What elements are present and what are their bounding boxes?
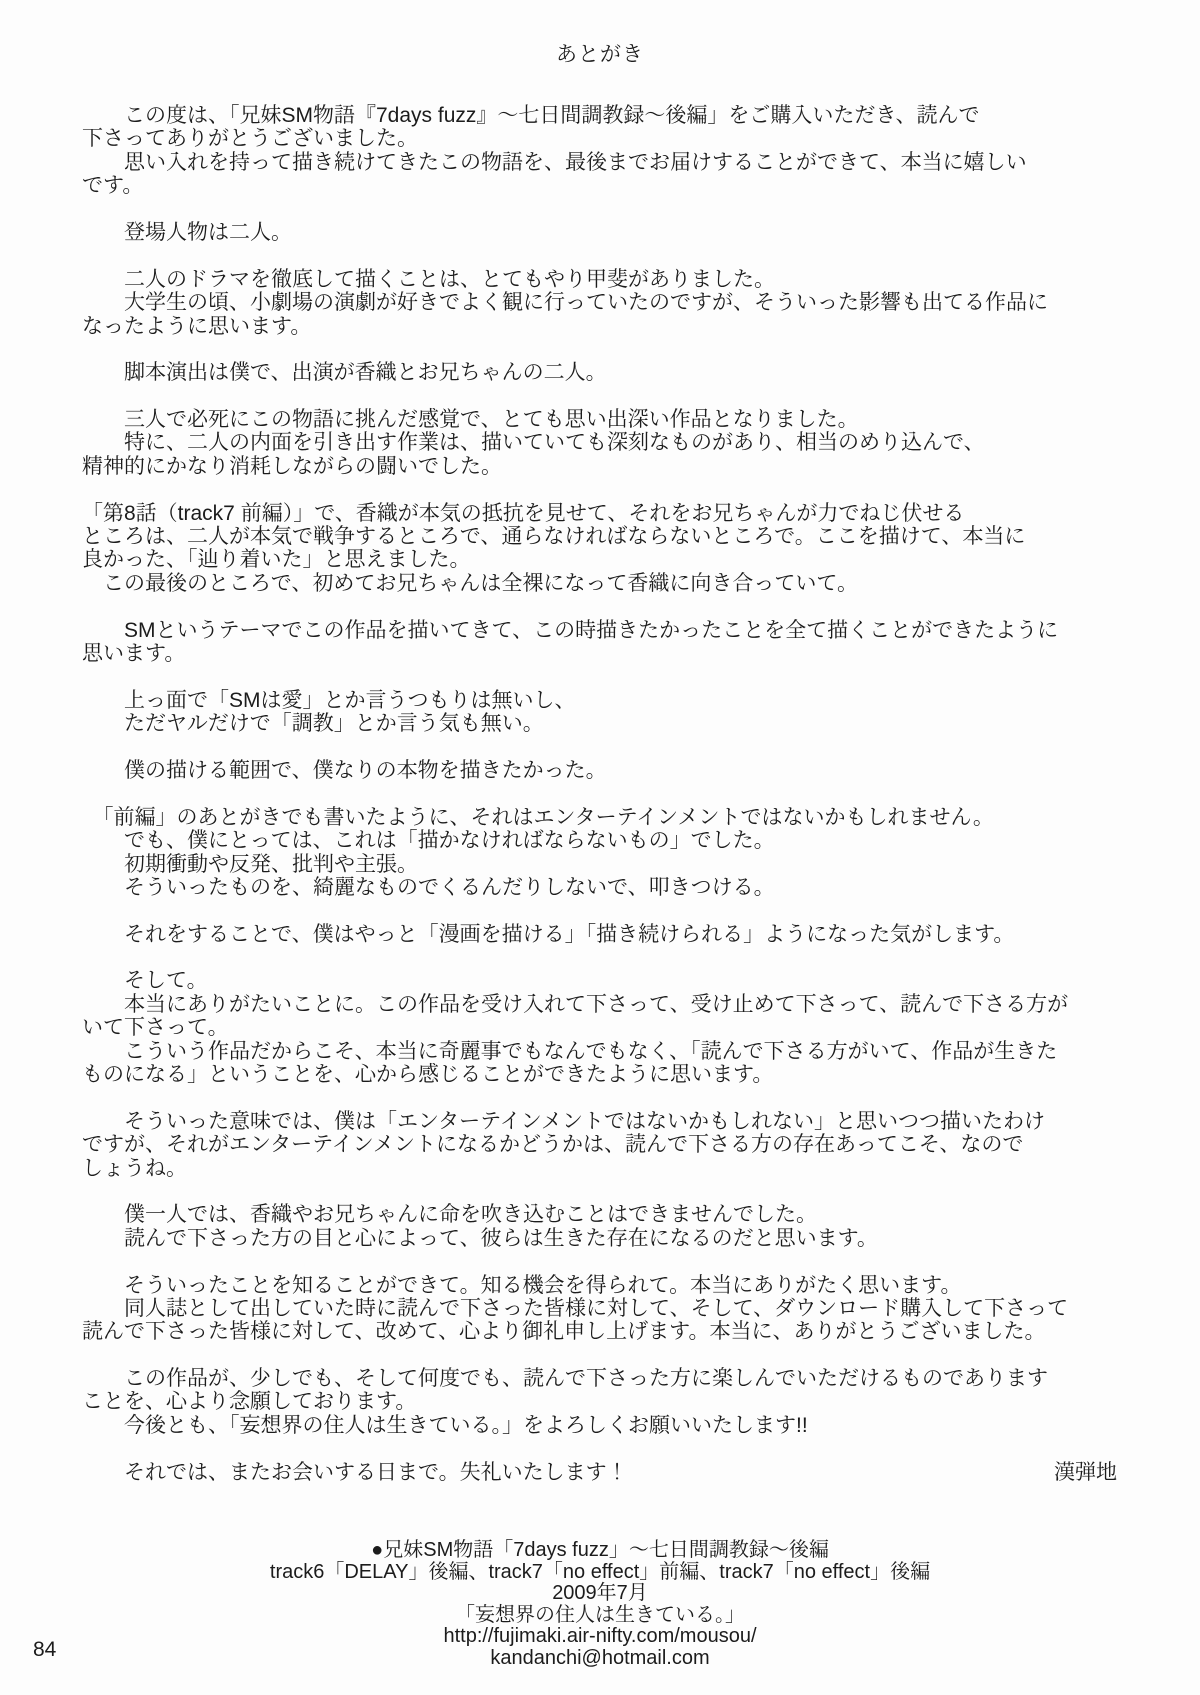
- text-line: 読んで下さった方の目と心によって、彼らは生きた存在になるのだと思います。: [82, 1226, 878, 1250]
- text-line: それをすることで、僕はやっと「漫画を描ける」「描き続けられる」ようになった気がします。: [82, 922, 1015, 946]
- text-line: ですが、それがエンターテインメントになるかどうかは、読んで下さる方の存在あってこそ、なので: [82, 1133, 1024, 1157]
- text-line: [82, 338, 1145, 361]
- text-line: 本当にありがたいことに。この作品を受け入れて下さって、受け止めて下さって、読んで下さる方が: [82, 992, 1069, 1016]
- text-line: [82, 1086, 1145, 1109]
- text-line: いて下さって。: [82, 1016, 229, 1040]
- text-line: [82, 782, 1145, 805]
- text-line: です。: [82, 174, 144, 198]
- text-line: kandanchi@hotmail.com: [490, 1646, 710, 1669]
- text-line: [82, 946, 1145, 969]
- text-line: [82, 736, 1145, 759]
- text-line: この最後のところで、初めてお兄ちゃんは全裸になって香織に向き合っていて。: [82, 571, 858, 595]
- text-line: 三人で必死にこの物語に挑んだ感覚で、とても思い出深い作品となりました。: [82, 408, 859, 432]
- text-line: 上っ面で「SMは愛」とか言うつもりは無いし、: [82, 688, 576, 712]
- text-line: [82, 1437, 1145, 1460]
- text-line: 初期衝動や反発、批判や主張。: [82, 852, 418, 876]
- author-signature: 漢弾地: [1054, 1460, 1117, 1484]
- text-line: 登場人物は二人。: [82, 220, 292, 244]
- text-line: そういったものを、綺麗なものでくるんだりしないで、叩きつける。: [82, 875, 775, 899]
- text-line: ●兄妹SM物語「7days fuzz」～七日間調教録～後編: [371, 1539, 829, 1561]
- text-line: 特に、二人の内面を引き出す作業は、描いていても深刻なものがあり、相当のめり込んで、: [82, 431, 985, 455]
- text-line: ただヤルだけで「調教」とか言う気も無い。: [82, 712, 544, 736]
- text-line: track6「DELAY」後編、track7「no effect」前編、track7「no effect」後編: [269, 1560, 931, 1583]
- text-line: [82, 198, 1145, 221]
- text-line: 思い入れを持って描き続けてきたこの物語を、最後までお届けすることができて、本当に嬉しい: [82, 150, 1027, 174]
- text-line: [82, 899, 1145, 922]
- text-line: 「第8話（track7 前編）」で、香織が本気の抵抗を見せて、それをお兄ちゃんが力でねじ伏せる: [82, 501, 965, 525]
- text-line: そういったことを知ることができて。知る機会を得られて。本当にありがたく思います。: [82, 1273, 962, 1297]
- text-line: 精神的にかなり消耗しながらの闘いでした。: [82, 454, 502, 478]
- text-line: 脚本演出は僕で、出演が香織とお兄ちゃんの二人。: [82, 361, 607, 385]
- text-line: 二人のドラマを徹底して描くことは、とてもやり甲斐がありました。: [82, 267, 775, 291]
- text-line: そして。: [82, 969, 208, 993]
- text-line: こういう作品だからこそ、本当に奇麗事でもなんでもなく、「読んで下さる方がいて、作品が生きた: [82, 1039, 1058, 1063]
- text-line: でも、僕にとっては、これは「描かなければならないもの」でした。: [82, 829, 775, 853]
- text-line: なったように思います。: [82, 314, 312, 338]
- text-line: この度は、「兄妹SM物語『7days fuzz』～七日間調教録～後編」をご購入いただき、読んで: [82, 104, 980, 127]
- text-line: [82, 478, 1145, 501]
- text-line: [82, 1344, 1145, 1367]
- text-line: [82, 1180, 1145, 1203]
- closing-line: [82, 1461, 1145, 1484]
- text-line: [82, 1250, 1145, 1273]
- text-line: 思います。: [82, 641, 186, 665]
- text-line: 僕一人では、香織やお兄ちゃんに命を吹き込むことはできませんでした。: [82, 1203, 817, 1227]
- text-line: 読んで下さった皆様に対して、改めて、心より御礼申し上げます。本当に、ありがとうございました。: [82, 1320, 1046, 1344]
- text-line: しょうね。: [82, 1156, 187, 1180]
- text-line: http://fujimaki.air-nifty.com/mousou/: [443, 1625, 757, 1647]
- text-line: ことを、心より念願しております。: [82, 1390, 417, 1414]
- text-line: 今後とも、「妄想界の住人は生きている。」をよろしくお願いいたします!!: [82, 1413, 808, 1437]
- text-line: 同人誌として出していた時に読んで下さった皆様に対して、そして、ダウンロード購入して下さって: [82, 1296, 1069, 1320]
- text-line: 大学生の頃、小劇場の演劇が好きでよく観に行っていたのですが、そういった影響も出てる作品に: [82, 291, 1048, 315]
- text-line: [82, 665, 1145, 688]
- colophon: [0, 1540, 1200, 1669]
- text-line: この作品が、少しでも、そして何度でも、読んで下さった方に楽しんでいただけるものであります: [82, 1367, 1048, 1391]
- text-line: 2009年7月: [552, 1582, 648, 1604]
- page-title: あとがき: [556, 43, 644, 66]
- text-line: [82, 385, 1145, 408]
- text-line: そういった意味では、僕は「エンターテインメントではないかもしれない」と思いつつ描いたわけ: [82, 1109, 1046, 1133]
- text-line: [82, 595, 1145, 618]
- text-line: 僕の描ける範囲で、僕なりの本物を描きたかった。: [82, 758, 607, 782]
- page-number: 84: [33, 1638, 57, 1661]
- text-line: 「前編」のあとがきでも書いたように、それはエンターテインメントではないかもしれません。: [82, 805, 994, 829]
- text-line: ものになる」ということを、心から感じることができたように思います。: [82, 1063, 774, 1087]
- text-line: ところは、二人が本気で戦争するところで、通らなければならないところで。ここを描けて、本当に: [82, 525, 1026, 549]
- text-line: 下さってありがとうございました。: [82, 127, 418, 151]
- text-line: SMというテーマでこの作品を描いてきて、この時描きたかったことを全て描くことができたように: [82, 618, 1059, 642]
- text-line: 良かった、「辿り着いた」と思えました。: [82, 548, 471, 572]
- text-line: 「妄想界の住人は生きている。」: [455, 1603, 745, 1626]
- text-line: [82, 244, 1145, 267]
- afterword-body: [82, 104, 1145, 1484]
- closing-text: それでは、またお会いする日まで。失礼いたします！: [82, 1460, 628, 1484]
